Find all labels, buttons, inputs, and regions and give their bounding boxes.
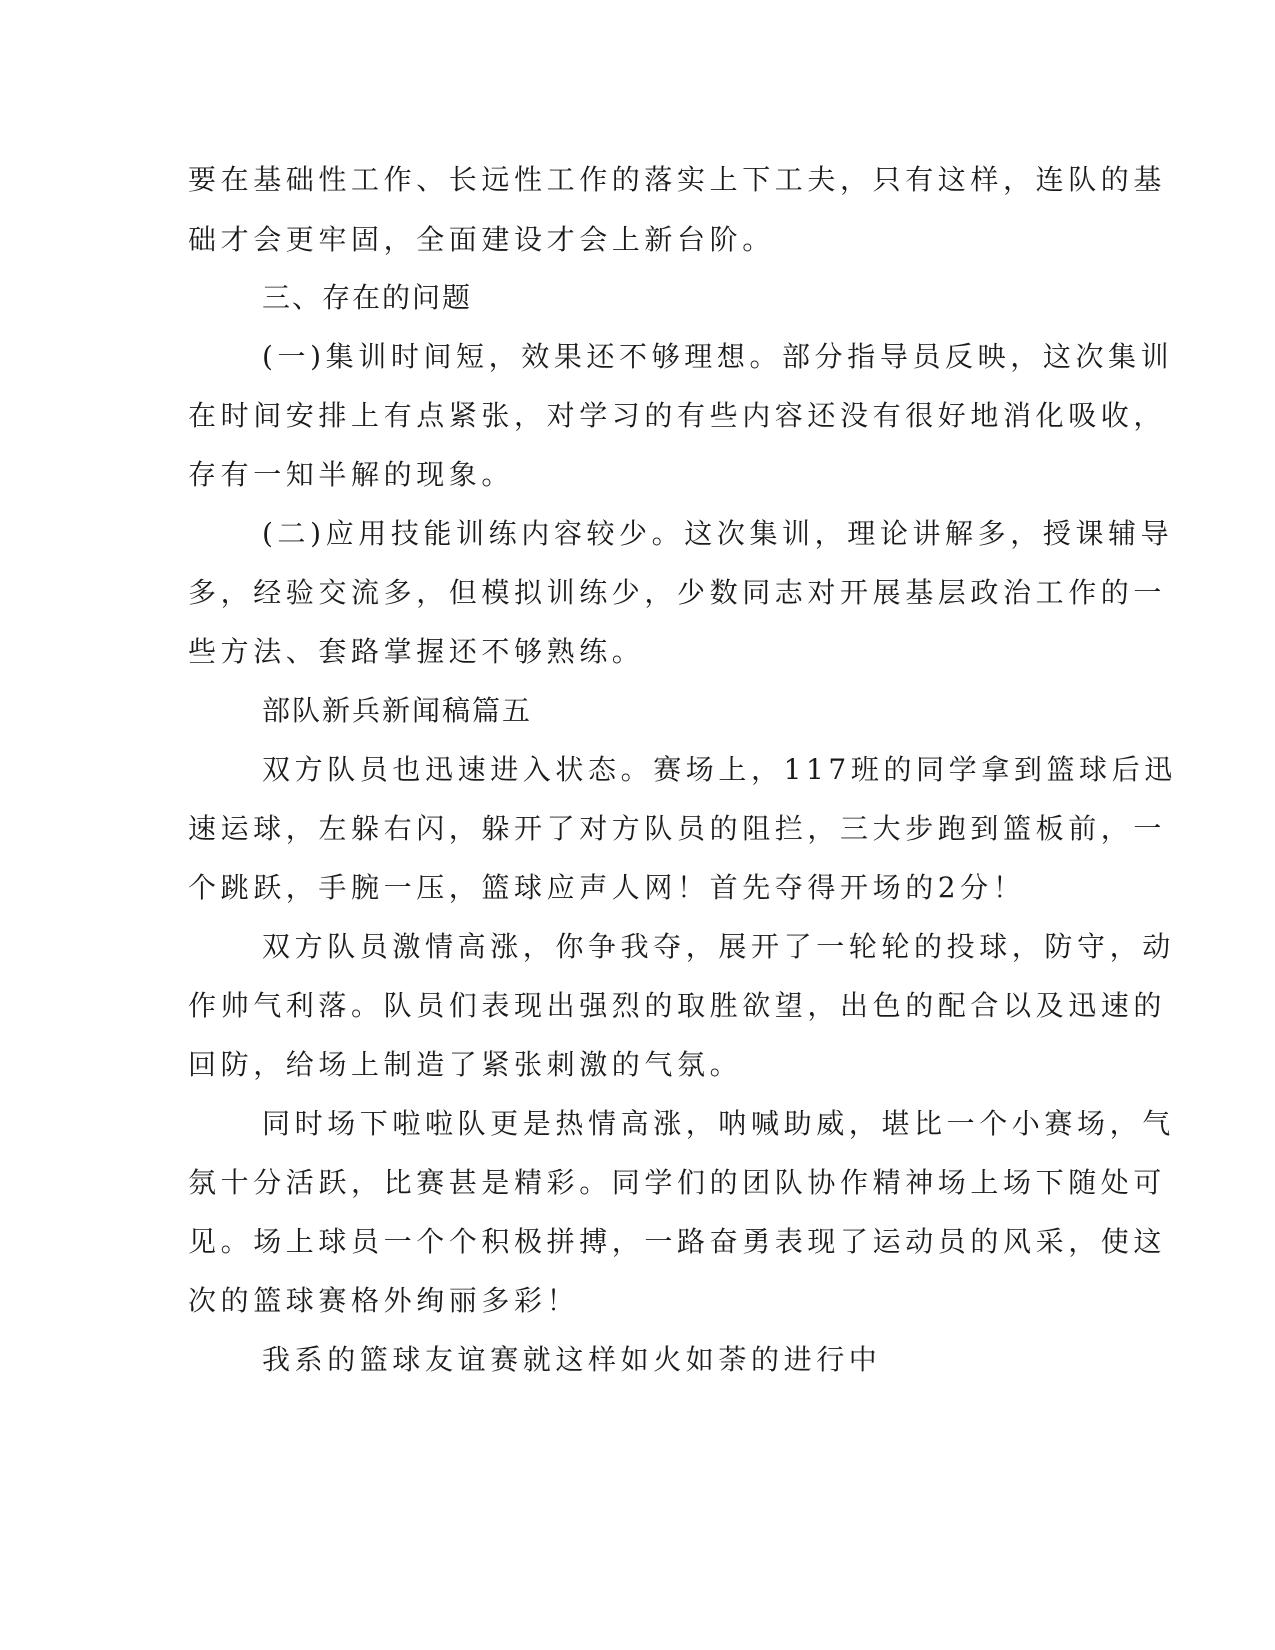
article-title: 部队新兵新闻稿篇五 (262, 694, 533, 727)
section-heading: 三、存在的问题 (262, 281, 473, 314)
text-line: 回防，给场上制造了紧张刺激的气氛。 (188, 1048, 743, 1081)
text-line: 双方队员激情高涨，你争我夺，展开了一轮轮的投球，防守，动 (262, 930, 1175, 963)
text-line: (一)集训时间短，效果还不够理想。部分指导员反映，这次集训 (262, 340, 1174, 373)
text-line: 多，经验交流多，但模拟训练少，少数同志对开展基层政治工作的一 (188, 576, 1167, 609)
text-line: 双方队员也迅速进入状态。赛场上，117班的同学拿到篮球后迅 (262, 753, 1177, 786)
text-line: 同时场下啦啦队更是热情高涨，呐喊助威，堪比一个小赛场，气 (262, 1107, 1175, 1140)
text-line: (二)应用技能训练内容较少。这次集训，理论讲解多，授课辅导 (262, 517, 1174, 550)
text-line: 作帅气利落。队员们表现出强烈的取胜欲望，出色的配合以及迅速的 (188, 989, 1167, 1022)
text-line: 些方法、套路掌握还不够熟练。 (188, 635, 645, 668)
text-line: 础才会更牢固，全面建设才会上新台阶。 (188, 223, 775, 256)
text-line: 个跳跃，手腕一压，篮球应声人网！首先夺得开场的2分！ (188, 871, 1026, 904)
text-line: 要在基础性工作、长远性工作的落实上下工夫，只有这样，连队的基 (188, 163, 1167, 196)
text-line: 次的篮球赛格外绚丽多彩！ (188, 1284, 580, 1317)
text-line: 存有一知半解的现象。 (188, 458, 515, 491)
text-line: 见。场上球员一个个积极拼搏，一路奋勇表现了运动员的风采，使这 (188, 1225, 1167, 1258)
text-line: 我系的篮球友谊赛就这样如火如荼的进行中 (262, 1343, 882, 1376)
text-line: 氛十分活跃，比赛甚是精彩。同学们的团队协作精神场上场下随处可 (188, 1166, 1167, 1199)
text-line: 速运球，左躲右闪，躲开了对方队员的阻拦，三大步跑到篮板前，一 (188, 812, 1167, 845)
text-line: 在时间安排上有点紧张，对学习的有些内容还没有很好地消化吸收， (188, 399, 1167, 432)
